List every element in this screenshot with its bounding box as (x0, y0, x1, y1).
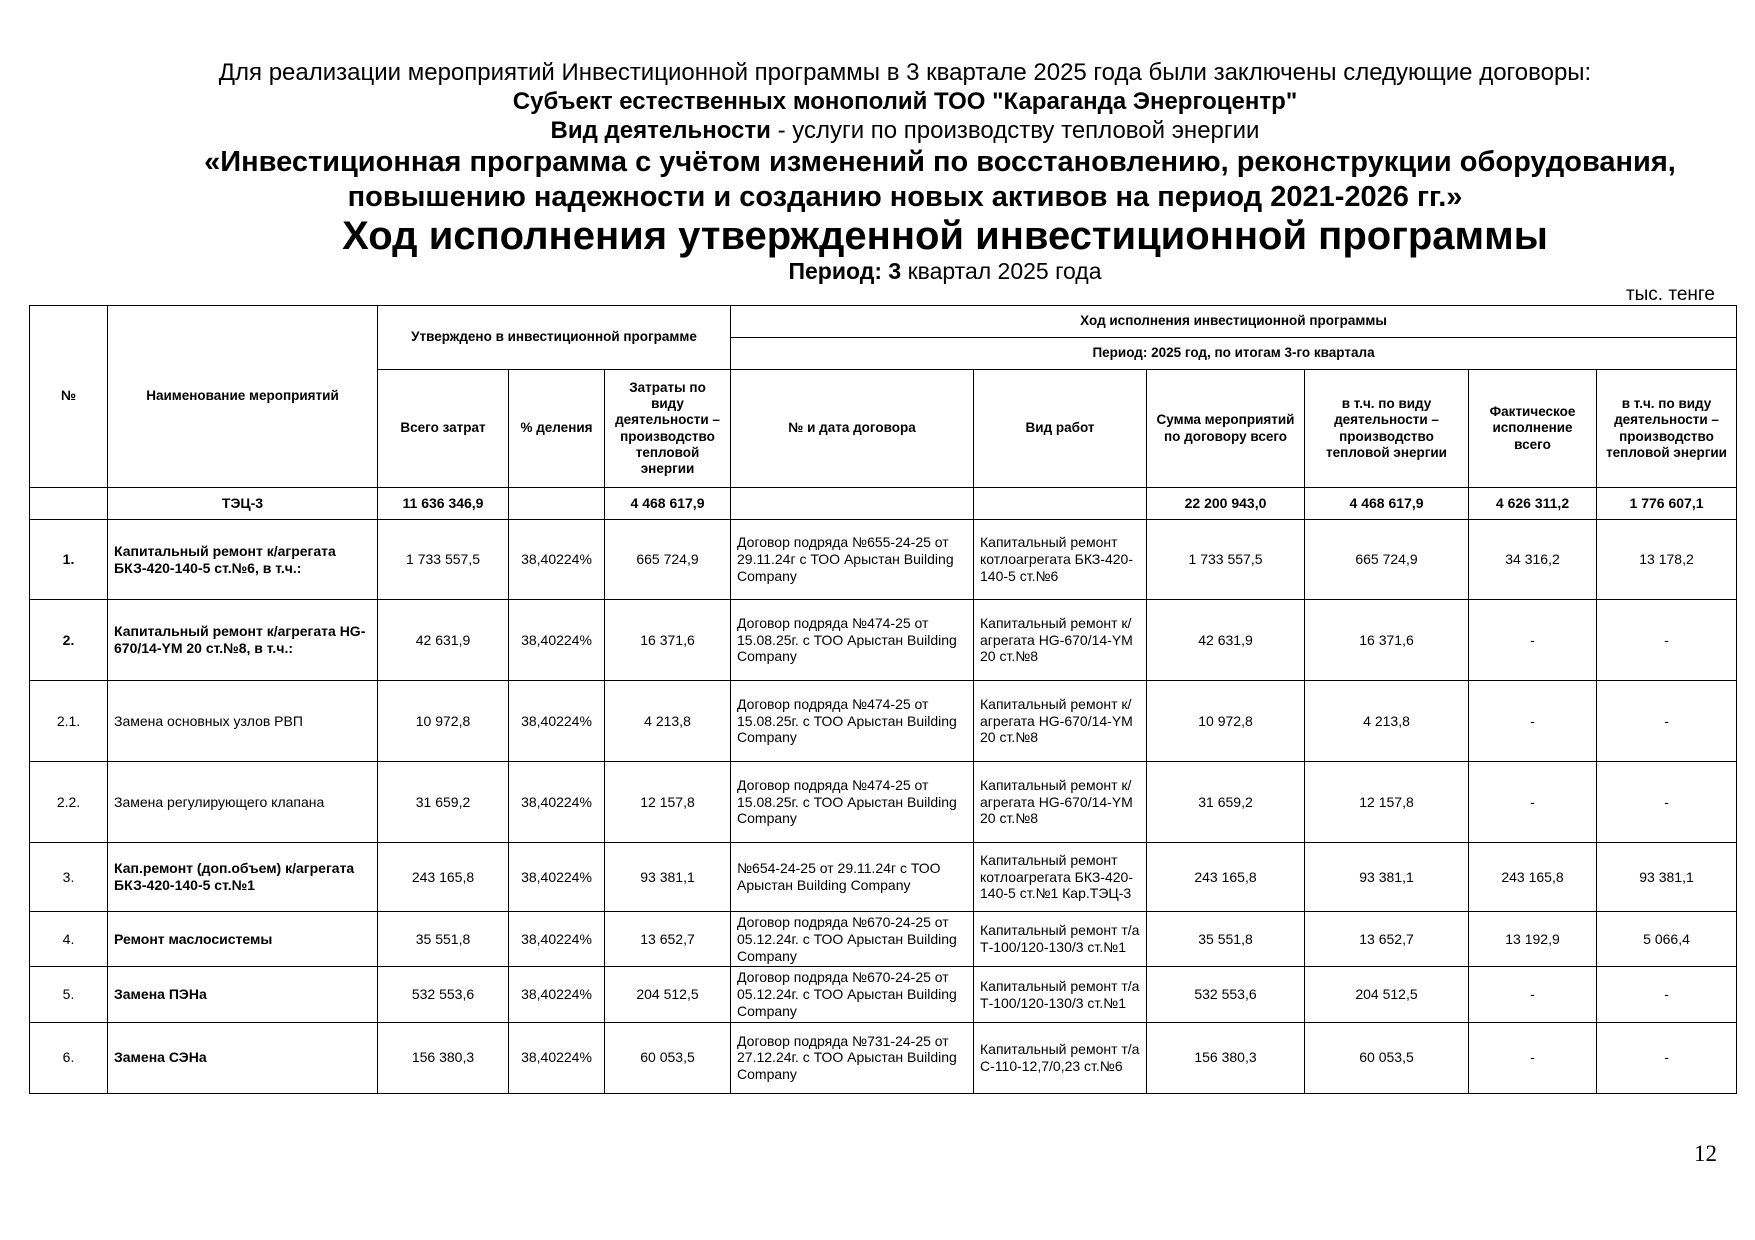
row-name: Замена регулирующего клапана (108, 762, 378, 843)
row-total-costs: 42 631,9 (378, 600, 509, 681)
row-name: Капитальный ремонт к/агрегата HG-670/14-YM 20 ст.№8, в т.ч.: (108, 600, 378, 681)
row-actual-total: 243 165,8 (1469, 843, 1597, 912)
header-incl-activity: в т.ч. по виду деятельности – производство тепловой энергии (1305, 370, 1469, 488)
row-costs-activity: 13 652,7 (605, 912, 731, 967)
period-value: квартал 2025 года (901, 258, 1102, 284)
total-row (30, 488, 1737, 520)
row-incl-activity: 204 512,5 (1305, 967, 1469, 1022)
row-actual-activity: 13 178,2 (1597, 520, 1737, 600)
row-work-type: Капитальный ремонт к/агрегата HG-670/14-YM 20 ст.№8 (974, 762, 1147, 843)
row-contract: Договор подряда №731-24-25 от 27.12.24г. с ТОО Арыстан Building Company (731, 1022, 974, 1093)
table-row (30, 762, 1737, 843)
program-title-line1: «Инвестиционная программа с учётом изменений по восстановлению, реконструкции оборудования, (204, 146, 1676, 178)
activity-value: - услуги по производству тепловой энергии (770, 117, 1260, 144)
row-total-costs: 156 380,3 (378, 1022, 509, 1093)
table-row (30, 967, 1737, 1022)
row-costs-activity: 665 724,9 (605, 520, 731, 600)
total-no (30, 488, 108, 520)
header-contract-sum: Сумма мероприятий по договору всего (1147, 370, 1305, 488)
row-actual-activity: 93 381,1 (1597, 843, 1737, 912)
program-title-line2: повышению надежности и созданию новых активов на период 2021-2026 гг.» (347, 181, 1463, 213)
report-title: Ход исполнения утвержденной инвестиционной программы (342, 214, 1548, 258)
row-pct: 38,40224% (509, 600, 605, 681)
table-row (30, 1022, 1737, 1093)
row-actual-activity: - (1597, 967, 1737, 1022)
row-actual-activity: - (1597, 1022, 1737, 1093)
header-actual-activity: в т.ч. по виду деятельности – производство тепловой энергии (1597, 370, 1737, 488)
row-pct: 38,40224% (509, 681, 605, 762)
row-incl-activity: 12 157,8 (1305, 762, 1469, 843)
row-no: 2.1. (30, 681, 108, 762)
row-total-costs: 532 553,6 (378, 967, 509, 1022)
row-contract: №654-24-25 от 29.11.24г с ТОО Арыстан Building Company (731, 843, 974, 912)
row-total-costs: 35 551,8 (378, 912, 509, 967)
row-name: Капитальный ремонт к/агрегата БКЗ-420-140-5 ст.№6, в т.ч.: (108, 520, 378, 600)
row-actual-total: - (1469, 1022, 1597, 1093)
row-contract-sum: 42 631,9 (1147, 600, 1305, 681)
activity-label: Вид деятельности (550, 117, 771, 144)
table-row (30, 681, 1737, 762)
row-pct: 38,40224% (509, 520, 605, 600)
row-incl-activity: 13 652,7 (1305, 912, 1469, 967)
row-actual-total: 13 192,9 (1469, 912, 1597, 967)
row-total-costs: 31 659,2 (378, 762, 509, 843)
row-contract: Договор подряда №474-25 от 15.08.25г. с ТОО Арыстан Building Company (731, 600, 974, 681)
total-name: ТЭЦ-3 (108, 488, 378, 520)
header-no: № (30, 306, 108, 488)
row-total-costs: 243 165,8 (378, 843, 509, 912)
row-costs-activity: 16 371,6 (605, 600, 731, 681)
row-total-costs: 10 972,8 (378, 681, 509, 762)
row-work-type: Капитальный ремонт котлоагрегата БКЗ-420-140-5 ст.№6 (974, 520, 1147, 600)
row-actual-total: - (1469, 600, 1597, 681)
row-pct: 38,40224% (509, 967, 605, 1022)
row-incl-activity: 4 213,8 (1305, 681, 1469, 762)
row-costs-activity: 4 213,8 (605, 681, 731, 762)
subject-line: Субъект естественных монополий ТОО "Караганда Энергоцентр" (512, 88, 1298, 115)
row-pct: 38,40224% (509, 1022, 605, 1093)
row-incl-activity: 665 724,9 (1305, 520, 1469, 600)
page-number: 12 (1694, 1141, 1717, 1166)
row-name: Замена СЭНа (108, 1022, 378, 1093)
row-no: 3. (30, 843, 108, 912)
row-contract: Договор подряда №474-25 от 15.08.25г. с ТОО Арыстан Building Company (731, 681, 974, 762)
row-work-type: Капитальный ремонт к/агрегата HG-670/14-YM 20 ст.№8 (974, 600, 1147, 681)
row-costs-activity: 204 512,5 (605, 967, 731, 1022)
row-no: 2.2. (30, 762, 108, 843)
row-name: Кап.ремонт (доп.объем) к/агрегата БКЗ-420-140-5 ст.№1 (108, 843, 378, 912)
row-pct: 38,40224% (509, 912, 605, 967)
row-pct: 38,40224% (509, 843, 605, 912)
row-work-type: Капитальный ремонт к/агрегата HG-670/14-YM 20 ст.№8 (974, 681, 1147, 762)
row-actual-activity: 5 066,4 (1597, 912, 1737, 967)
row-contract-sum: 1 733 557,5 (1147, 520, 1305, 600)
row-incl-activity: 60 053,5 (1305, 1022, 1469, 1093)
row-name: Ремонт маслосистемы (108, 912, 378, 967)
row-work-type: Капитальный ремонт котлоагрегата БКЗ-420-140-5 ст.№1 Кар.ТЭЦ-3 (974, 843, 1147, 912)
row-no: 4. (30, 912, 108, 967)
row-name: Замена основных узлов РВП (108, 681, 378, 762)
row-pct: 38,40224% (509, 762, 605, 843)
total-costs-activity: 4 468 617,9 (605, 488, 731, 520)
total-actual-activity: 1 776 607,1 (1597, 488, 1737, 520)
row-costs-activity: 93 381,1 (605, 843, 731, 912)
row-actual-total: - (1469, 967, 1597, 1022)
header-actual-total: Фактическое исполнение всего (1469, 370, 1597, 488)
total-contract (731, 488, 974, 520)
header-pct: % деления (509, 370, 605, 488)
row-no: 6. (30, 1022, 108, 1093)
investment-table (29, 305, 1737, 1094)
header-progress-group: Ход исполнения инвестиционной программы (731, 306, 1737, 338)
row-actual-activity: - (1597, 600, 1737, 681)
total-contract-sum: 22 200 943,0 (1147, 488, 1305, 520)
row-work-type: Капитальный ремонт т/а Т-100/120-130/3 ст.№1 (974, 967, 1147, 1022)
total-pct (509, 488, 605, 520)
row-no: 2. (30, 600, 108, 681)
total-incl-activity: 4 468 617,9 (1305, 488, 1469, 520)
header-work-type: Вид работ (974, 370, 1147, 488)
intro-line: Для реализации мероприятий Инвестиционной программы в 3 квартале 2025 года были заключены следующие договоры: (218, 59, 1592, 86)
row-contract: Договор подряда №670-24-25 от 05.12.24г. с ТОО Арыстан Building Company (731, 912, 974, 967)
row-work-type: Капитальный ремонт т/а Т-100/120-130/3 ст.№1 (974, 912, 1147, 967)
row-actual-total: - (1469, 681, 1597, 762)
header-total-costs: Всего затрат (378, 370, 509, 488)
row-contract-sum: 10 972,8 (1147, 681, 1305, 762)
total-actual-total: 4 626 311,2 (1469, 488, 1597, 520)
row-contract-sum: 532 553,6 (1147, 967, 1305, 1022)
period-label: Период: 3 (788, 258, 902, 284)
activity-line (0, 117, 1755, 145)
table-row (30, 600, 1737, 681)
row-contract: Договор подряда №670-24-25 от 05.12.24г. с ТОО Арыстан Building Company (731, 967, 974, 1022)
row-contract-sum: 243 165,8 (1147, 843, 1305, 912)
row-contract-sum: 156 380,3 (1147, 1022, 1305, 1093)
row-no: 5. (30, 967, 108, 1022)
row-contract-sum: 35 551,8 (1147, 912, 1305, 967)
total-work-type (974, 488, 1147, 520)
row-actual-total: 34 316,2 (1469, 520, 1597, 600)
row-contract-sum: 31 659,2 (1147, 762, 1305, 843)
row-actual-activity: - (1597, 762, 1737, 843)
row-contract: Договор подряда №655-24-25 от 29.11.24г с ТОО Арыстан Building Company (731, 520, 974, 600)
row-costs-activity: 12 157,8 (605, 762, 731, 843)
header-costs-activity: Затраты по виду деятельности – производство тепловой энергии (605, 370, 731, 488)
header-contract: № и дата договора (731, 370, 974, 488)
row-work-type: Капитальный ремонт т/а С-110-12,7/0,23 ст.№6 (974, 1022, 1147, 1093)
period-line (0, 258, 1755, 285)
header-period: Период: 2025 год, по итогам 3-го квартала (731, 338, 1737, 370)
header-approved-group: Утверждено в инвестиционной программе (378, 306, 731, 370)
row-actual-total: - (1469, 762, 1597, 843)
row-contract: Договор подряда №474-25 от 15.08.25г. с ТОО Арыстан Building Company (731, 762, 974, 843)
row-total-costs: 1 733 557,5 (378, 520, 509, 600)
total-total-costs: 11 636 346,9 (378, 488, 509, 520)
row-no: 1. (30, 520, 108, 600)
table-row (30, 520, 1737, 600)
row-incl-activity: 16 371,6 (1305, 600, 1469, 681)
table-row (30, 843, 1737, 912)
units-label: тыс. тенге (1625, 284, 1715, 305)
header-name: Наименование мероприятий (108, 306, 378, 488)
row-name: Замена ПЭНа (108, 967, 378, 1022)
row-actual-activity: - (1597, 681, 1737, 762)
row-costs-activity: 60 053,5 (605, 1022, 731, 1093)
row-incl-activity: 93 381,1 (1305, 843, 1469, 912)
table-row (30, 912, 1737, 967)
